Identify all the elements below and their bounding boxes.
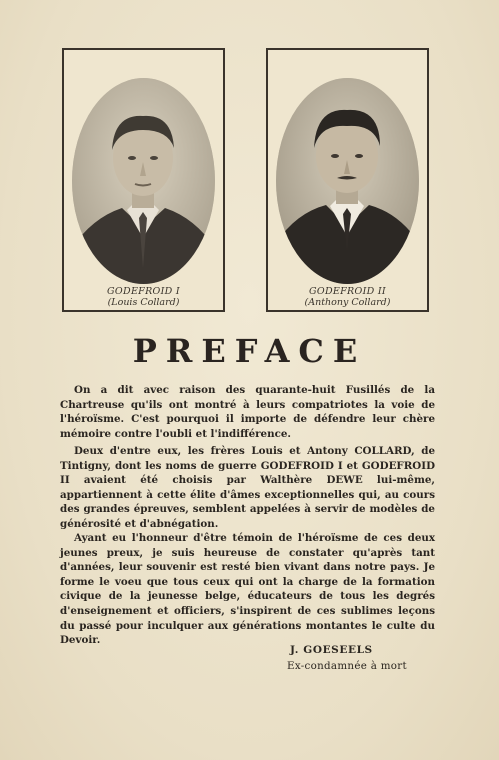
signature-role: Ex-condamnée à mort: [287, 660, 407, 672]
portrait-caption-codename: GODEFROID II: [309, 286, 386, 297]
portrait-photo-right: [276, 78, 419, 284]
portrait-frame-right: [266, 48, 429, 312]
preface-paragraph-3: Ayant eu l'honneur d'être témoin de l'héroïsme de ces deux jeunes preux, je suis heureuse de constater qu'après tant d'années, leur souvenir est resté bien vivant dans notre pays. Je forme le voeu que tous ceux qui ont la charge de la formation civique de la jeunesse belge, éducateurs de tous les degrés d'enseignement et officiers, s'inspirent de ces sublimes leçons du passé pour inculquer aux générations montantes le culte du Devoir.: [60, 532, 435, 647]
portrait-photo-left: [72, 78, 215, 284]
preface-paragraph-2: Deux d'entre eux, les frères Louis et Antony COLLARD, de Tintigny, dont les noms de guerre GODEFROID I et GODEFROID II avaient été choisis par Walthère DEWE lui-même, appartiennent à cette élite d'âmes exceptionnelles qui, au cours des grandes épreuves, semblent appelées à servir de modèles de générosité et d'abnégation.: [60, 445, 435, 530]
portrait-caption-realname: (Louis Collard): [107, 297, 180, 308]
preface-paragraph-1: On a dit avec raison des quarante-huit Fusillés de la Chartreuse qu'ils ont montré à leurs compatriotes la voie de l'héroïsme. C'est pourquoi il importe de défendre leur chère mémoire contre l'oubli et l'indifférence.: [60, 384, 435, 440]
portrait-caption-codename: GODEFROID I: [107, 286, 180, 297]
signature-name: J. GOESEELS: [290, 644, 373, 656]
portrait-caption-realname: (Anthony Collard): [304, 297, 391, 308]
portrait-frame-left: [62, 48, 225, 312]
page-title: PREFACE: [132, 332, 367, 370]
